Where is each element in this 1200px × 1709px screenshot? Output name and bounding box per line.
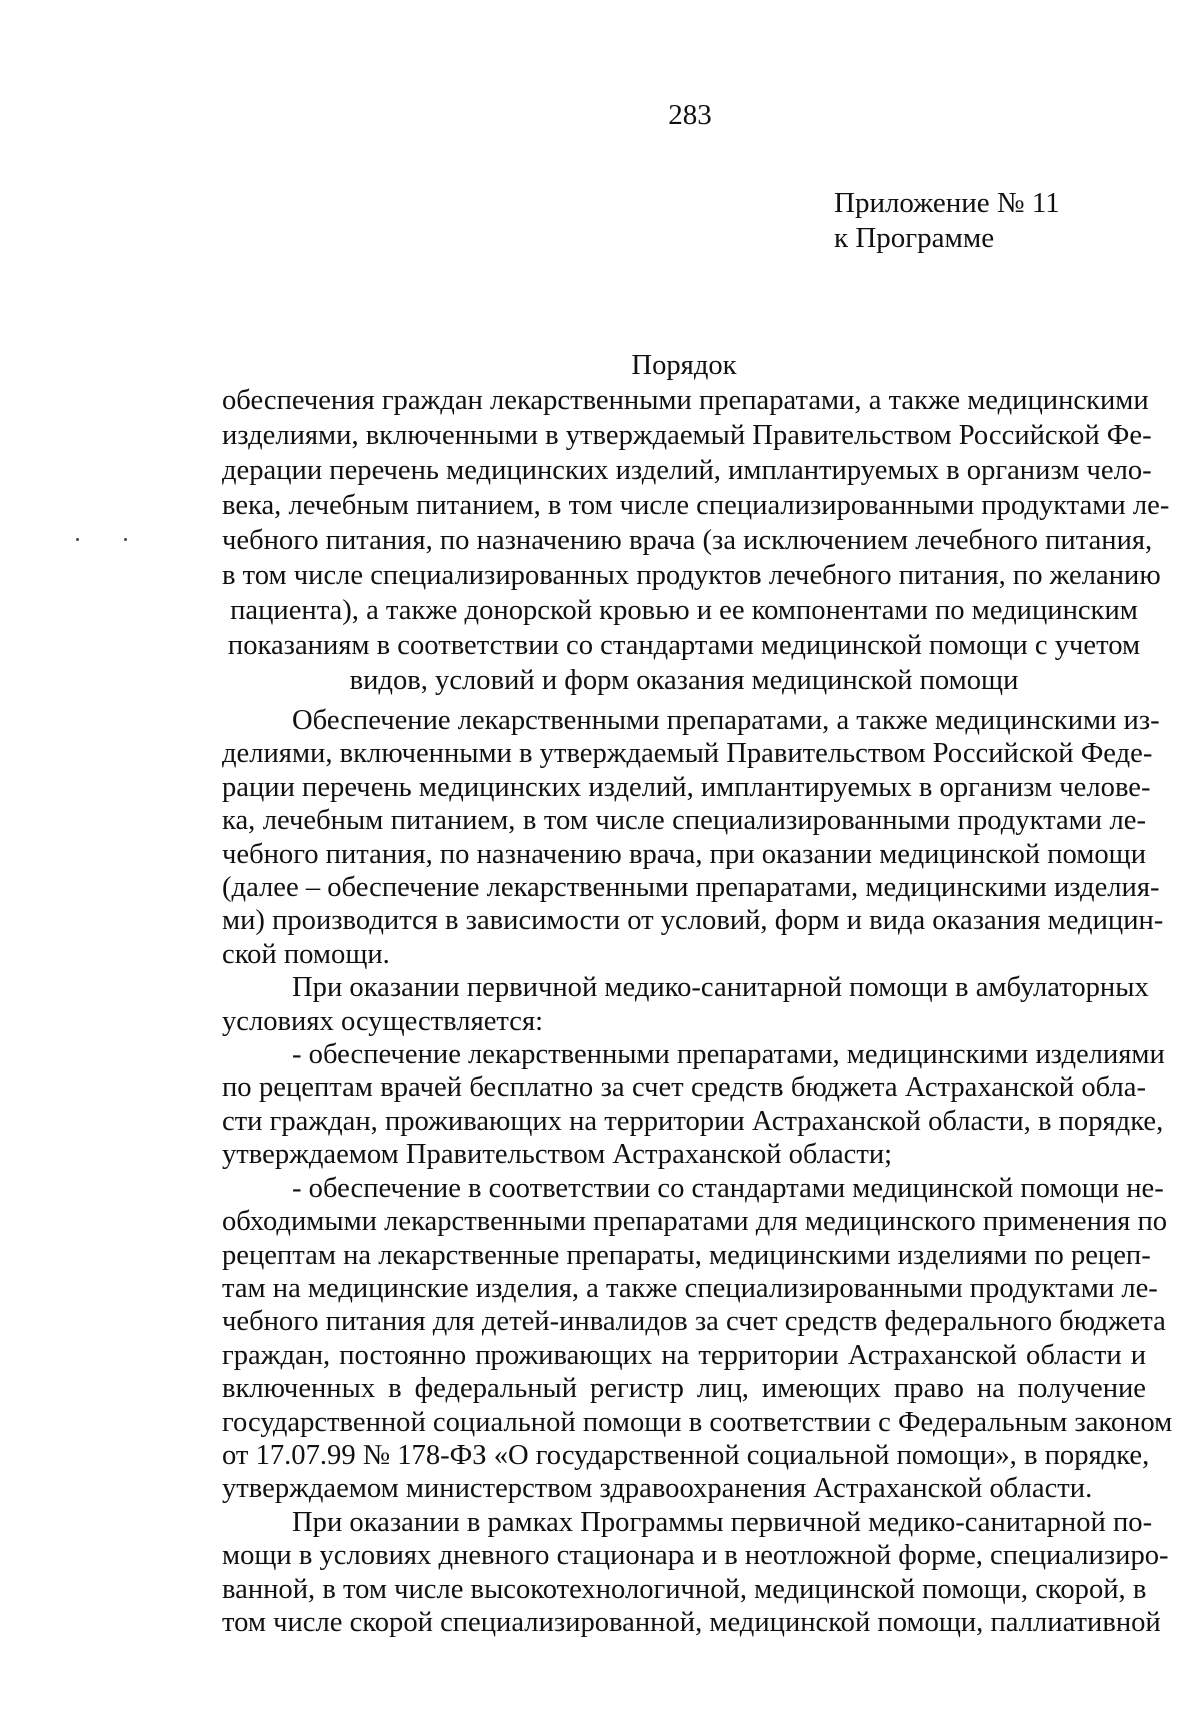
body-paragraph xyxy=(222,1038,1165,1172)
paragraph-line: утверждаемом министерством здравоохранения Астраханской области. xyxy=(222,1473,1093,1505)
paragraph-line: рации перечень медицинских изделий, имплантируемых в организм челове- xyxy=(222,771,1151,803)
paragraph-line: ка, лечебным питанием, в том числе специализированными продуктами ле- xyxy=(222,805,1146,837)
document-body xyxy=(222,704,1173,1639)
scan-speck xyxy=(124,538,127,541)
paragraph-line: условиях осуществляется: xyxy=(222,1005,544,1037)
title-line: в том числе специализированных продуктов лечебного питания, по желанию xyxy=(222,560,1161,591)
appendix-reference xyxy=(834,186,1060,256)
paragraph-line: ми) производится в зависимости от условий, форм и вида оказания медицин- xyxy=(222,905,1164,937)
paragraph-line: утверждаемом Правительством Астраханской области; xyxy=(222,1139,893,1171)
document-title xyxy=(222,348,1170,698)
paragraph-line: При оказании первичной медико-санитарной помощи в амбулаторных xyxy=(292,972,1149,1004)
paragraph-line: Обеспечение лекарственными препаратами, а также медицинскими из- xyxy=(292,705,1160,736)
body-paragraph xyxy=(222,704,1164,971)
title-line: века, лечебным питанием, в том числе специализированными продуктами ле- xyxy=(222,490,1170,521)
title-line: дерации перечень медицинских изделий, имплантируемых в организм чело- xyxy=(222,455,1152,486)
scan-speck xyxy=(76,538,79,541)
paragraph-line: чебного питания для детей-инвалидов за счет средств федерального бюджета xyxy=(222,1306,1166,1338)
body-paragraph xyxy=(222,1506,1169,1640)
page-number: 283 xyxy=(668,99,712,131)
paragraph-line: делиями, включенными в утверждаемый Правительством Российской Феде- xyxy=(222,738,1153,770)
paragraph-line: там на медицинские изделия, а также специализированными продуктами ле- xyxy=(222,1272,1158,1304)
title-heading: Порядок xyxy=(631,350,737,381)
title-line: видов, условий и форм оказания медицинской помощи xyxy=(349,665,1019,696)
paragraph-line: от 17.07.99 № 178-ФЗ «О государственной социальной помощи», в порядке, xyxy=(222,1439,1150,1471)
paragraph-line: сти граждан, проживающих на территории Астраханской области, в порядке, xyxy=(222,1105,1164,1137)
paragraph-line: включенных в федеральный регистр лиц, имеющих право на получение xyxy=(222,1373,1146,1405)
paragraph-line: ванной, в том числе высокотехнологичной, медицинской помощи, скорой, в xyxy=(222,1573,1147,1605)
title-line: чебного питания, по назначению врача (за исключением лечебного питания, xyxy=(222,525,1153,556)
paragraph-line: по рецептам врачей бесплатно за счет средств бюджета Астраханской обла- xyxy=(222,1072,1146,1104)
title-line: пациента), а также донорской кровью и ее компонентами по медицинским xyxy=(230,595,1138,626)
title-line: показаниям в соответствии со стандартами медицинской помощи с учетом xyxy=(227,630,1141,661)
title-line: обеспечения граждан лекарственными препаратами, а также медицинскими xyxy=(222,385,1149,416)
paragraph-line: При оказании в рамках Программы первичной медико-санитарной по- xyxy=(292,1506,1153,1538)
body-paragraph xyxy=(222,971,1149,1038)
paragraph-line: ской помощи. xyxy=(222,938,390,970)
paragraph-line: том числе скорой специализированной, медицинской помощи, паллиативной xyxy=(222,1606,1161,1638)
appendix-number: Приложение № 11 xyxy=(834,187,1060,219)
paragraph-line: обходимыми лекарственными препаратами для медицинского применения по xyxy=(222,1206,1168,1238)
paragraph-line: чебного питания, по назначению врача, при оказании медицинской помощи xyxy=(222,838,1147,870)
appendix-program: к Программе xyxy=(834,222,995,254)
paragraph-line: рецептам на лекарственные препараты, медицинскими изделиями по рецеп- xyxy=(222,1239,1151,1271)
title-line: изделиями, включенными в утверждаемый Правительством Российской Фе- xyxy=(222,420,1152,451)
paragraph-line: мощи в условиях дневного стационара и в неотложной форме, специализиро- xyxy=(222,1540,1169,1572)
body-paragraph xyxy=(222,1172,1173,1506)
paragraph-line: - обеспечение в соответствии со стандартами медицинской помощи не- xyxy=(292,1172,1164,1204)
paragraph-line: (далее – обеспечение лекарственными препаратами, медицинскими изделия- xyxy=(222,872,1160,904)
paragraph-line: - обеспечение лекарственными препаратами, медицинскими изделиями xyxy=(292,1039,1165,1071)
paragraph-line: граждан, постоянно проживающих на территории Астраханской области и xyxy=(222,1339,1146,1371)
paragraph-line: государственной социальной помощи в соответствии с Федеральным законом xyxy=(222,1406,1173,1438)
